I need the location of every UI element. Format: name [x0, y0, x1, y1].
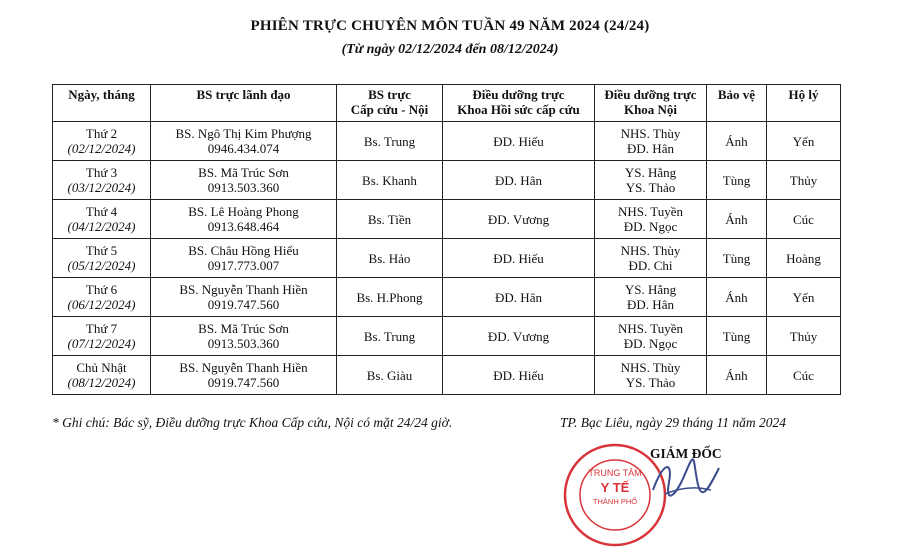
icu-nurse-cell — [443, 200, 595, 239]
day-cell — [53, 278, 151, 317]
column-header — [443, 85, 595, 122]
phone-text: 0917.773.007 — [207, 258, 280, 273]
seal-text: Y TẾ — [600, 480, 630, 495]
day-cell — [53, 356, 151, 395]
phone-text: 0913.503.360 — [207, 336, 280, 351]
icu-nurse-text: ĐD. Vương — [487, 211, 550, 227]
column-header-line: Cấp cứu - Nội — [350, 102, 429, 117]
date-text: (05/12/2024) — [67, 258, 136, 273]
leader-text: BS. Ngô Thị Kim Phượng — [175, 126, 312, 141]
icu-nurse-cell — [443, 122, 595, 161]
footnote: * Ghi chú: Bác sỹ, Điều dưỡng trực Khoa Cấp cứu, Nội có mặt 24/24 giờ. — [52, 415, 453, 430]
internal-nurse-cell — [595, 122, 707, 161]
orderly-text: Yến — [792, 289, 815, 305]
er-doctor-cell — [337, 161, 443, 200]
phone-text: 0913.648.464 — [207, 219, 280, 234]
day-cell — [53, 122, 151, 161]
er-doctor-cell — [337, 200, 443, 239]
er-doctor-text: Bs. Giàu — [366, 367, 413, 383]
leader-text: BS. Lê Hoàng Phong — [188, 204, 299, 219]
table-row — [53, 200, 841, 239]
phone-text: 0946.434.074 — [207, 141, 280, 156]
column-header-line: BS trực — [368, 87, 411, 102]
guard-cell — [707, 317, 767, 356]
icu-nurse-text: ĐD. Hân — [495, 172, 542, 188]
icu-nurse-text: ĐD. Hiếu — [493, 250, 544, 266]
internal-nurse-1-text: NHS. Thùy — [620, 243, 681, 258]
orderly-cell — [767, 278, 841, 317]
day-text: Thứ 3 — [85, 165, 118, 180]
icu-nurse-text: ĐD. Vương — [487, 328, 550, 344]
er-doctor-text: Bs. Tiền — [367, 211, 412, 227]
column-header-line: Điều dưỡng trực — [472, 87, 565, 102]
column-header-line: Hộ lý — [788, 87, 819, 102]
internal-nurse-1-text: NHS. Tuyền — [617, 204, 684, 219]
day-text: Thứ 6 — [85, 282, 118, 297]
internal-nurse-cell — [595, 278, 707, 317]
guard-text: Tùng — [722, 250, 751, 266]
day-text: Chủ Nhật — [76, 360, 127, 375]
icu-nurse-cell — [443, 356, 595, 395]
orderly-text: Cúc — [793, 211, 814, 227]
table-row — [53, 278, 841, 317]
internal-nurse-1-text: NHS. Tuyền — [617, 321, 684, 336]
internal-nurse-2-text: ĐD. Hân — [627, 297, 674, 312]
orderly-text: Hoàng — [786, 250, 821, 266]
er-doctor-text: Bs. Hảo — [368, 250, 411, 266]
table-row — [53, 239, 841, 278]
orderly-cell — [767, 356, 841, 395]
date-text: (08/12/2024) — [67, 375, 136, 390]
icu-nurse-cell — [443, 317, 595, 356]
column-header-line: Khoa Hồi sức cấp cứu — [457, 102, 580, 117]
day-text: Thứ 4 — [85, 204, 118, 219]
leader-text: BS. Nguyễn Thanh Hiền — [179, 282, 308, 297]
orderly-text: Yến — [792, 133, 815, 149]
duty-schedule-table — [52, 84, 841, 395]
internal-nurse-cell — [595, 200, 707, 239]
date-text: (02/12/2024) — [67, 141, 136, 156]
guard-text: Ánh — [725, 289, 748, 305]
internal-nurse-cell — [595, 356, 707, 395]
guard-cell — [707, 161, 767, 200]
leader-cell — [151, 356, 337, 395]
internal-nurse-1-text: YS. Hằng — [624, 165, 677, 180]
guard-cell — [707, 278, 767, 317]
internal-nurse-2-text: ĐD. Hân — [627, 141, 674, 156]
guard-text: Tùng — [722, 328, 751, 344]
column-header-line: Ngày, tháng — [68, 87, 135, 102]
table-row — [53, 317, 841, 356]
day-text: Thứ 5 — [85, 243, 118, 258]
table-row — [53, 161, 841, 200]
column-header — [337, 85, 443, 122]
orderly-cell — [767, 200, 841, 239]
guard-text: Ánh — [725, 133, 748, 149]
table-row — [53, 122, 841, 161]
page-title: PHIÊN TRỰC CHUYÊN MÔN TUẦN 49 NĂM 2024 (24/24) — [250, 18, 650, 34]
day-cell — [53, 239, 151, 278]
column-header — [595, 85, 707, 122]
seal-text: TRUNG TÂM — [588, 468, 642, 478]
guard-cell — [707, 239, 767, 278]
leader-cell — [151, 122, 337, 161]
orderly-cell — [767, 317, 841, 356]
er-doctor-cell — [337, 278, 443, 317]
day-text: Thứ 2 — [85, 126, 118, 141]
table-row — [53, 356, 841, 395]
phone-text: 0919.747.560 — [207, 297, 280, 312]
orderly-cell — [767, 239, 841, 278]
leader-text: BS. Châu Hồng Hiếu — [188, 243, 299, 258]
icu-nurse-cell — [443, 239, 595, 278]
internal-nurse-2-text: ĐD. Ngọc — [623, 219, 678, 234]
leader-cell — [151, 278, 337, 317]
internal-nurse-2-text: ĐD. Ngọc — [623, 336, 678, 351]
leader-cell — [151, 317, 337, 356]
icu-nurse-text: ĐD. Hiếu — [493, 133, 544, 149]
orderly-cell — [767, 161, 841, 200]
guard-cell — [707, 122, 767, 161]
internal-nurse-cell — [595, 317, 707, 356]
leader-text: BS. Mã Trúc Sơn — [198, 321, 289, 336]
date-text: (06/12/2024) — [67, 297, 136, 312]
icu-nurse-cell — [443, 278, 595, 317]
internal-nurse-2-text: YS. Thảo — [625, 375, 676, 390]
date-text: (04/12/2024) — [67, 219, 136, 234]
column-header-line: BS trực lãnh đạo — [196, 87, 291, 102]
signature-icon — [645, 452, 725, 502]
phone-text: 0919.747.560 — [207, 375, 280, 390]
column-header — [767, 85, 841, 122]
internal-nurse-2-text: ĐD. Chi — [628, 258, 673, 273]
leader-cell — [151, 200, 337, 239]
guard-text: Ánh — [725, 367, 748, 383]
phone-text: 0913.503.360 — [207, 180, 280, 195]
table-header-row — [53, 85, 841, 122]
orderly-text: Thủy — [789, 328, 818, 344]
column-header — [151, 85, 337, 122]
column-header — [707, 85, 767, 122]
page-subtitle: (Từ ngày 02/12/2024 đến 08/12/2024) — [341, 42, 559, 57]
day-cell — [53, 317, 151, 356]
seal-text: THÀNH PHỐ — [592, 497, 638, 506]
icu-nurse-cell — [443, 161, 595, 200]
internal-nurse-1-text: NHS. Thùy — [620, 126, 681, 141]
leader-text: BS. Mã Trúc Sơn — [198, 165, 289, 180]
column-header-line: Bảo vệ — [717, 87, 756, 102]
internal-nurse-2-text: YS. Thảo — [625, 180, 676, 195]
er-doctor-text: Bs. H.Phong — [356, 289, 423, 305]
leader-cell — [151, 239, 337, 278]
leader-text: BS. Nguyễn Thanh Hiền — [179, 360, 308, 375]
orderly-text: Thủy — [789, 172, 818, 188]
internal-nurse-1-text: YS. Hằng — [624, 282, 677, 297]
guard-text: Ánh — [725, 211, 748, 227]
director-title: GIÁM ĐỐC — [650, 446, 722, 461]
day-text: Thứ 7 — [85, 321, 118, 336]
internal-nurse-cell — [595, 161, 707, 200]
er-doctor-cell — [337, 122, 443, 161]
internal-nurse-cell — [595, 239, 707, 278]
guard-text: Tùng — [722, 172, 751, 188]
leader-cell — [151, 161, 337, 200]
er-doctor-text: Bs. Khanh — [362, 172, 417, 188]
er-doctor-text: Bs. Trung — [363, 328, 416, 344]
column-header — [53, 85, 151, 122]
day-cell — [53, 200, 151, 239]
er-doctor-cell — [337, 239, 443, 278]
guard-cell — [707, 356, 767, 395]
internal-nurse-1-text: NHS. Thùy — [620, 360, 681, 375]
table-body — [53, 122, 841, 395]
date-text: (03/12/2024) — [67, 180, 136, 195]
column-header-line: Điều dưỡng trực — [604, 87, 697, 102]
er-doctor-cell — [337, 356, 443, 395]
er-doctor-cell — [337, 317, 443, 356]
orderly-cell — [767, 122, 841, 161]
day-cell — [53, 161, 151, 200]
icu-nurse-text: ĐD. Hân — [495, 289, 542, 305]
icu-nurse-text: ĐD. Hiếu — [493, 367, 544, 383]
guard-cell — [707, 200, 767, 239]
orderly-text: Cúc — [793, 367, 814, 383]
column-header-line: Khoa Nội — [623, 102, 678, 117]
er-doctor-text: Bs. Trung — [363, 133, 416, 149]
place-date: TP. Bạc Liêu, ngày 29 tháng 11 năm 2024 — [560, 415, 786, 430]
date-text: (07/12/2024) — [67, 336, 136, 351]
